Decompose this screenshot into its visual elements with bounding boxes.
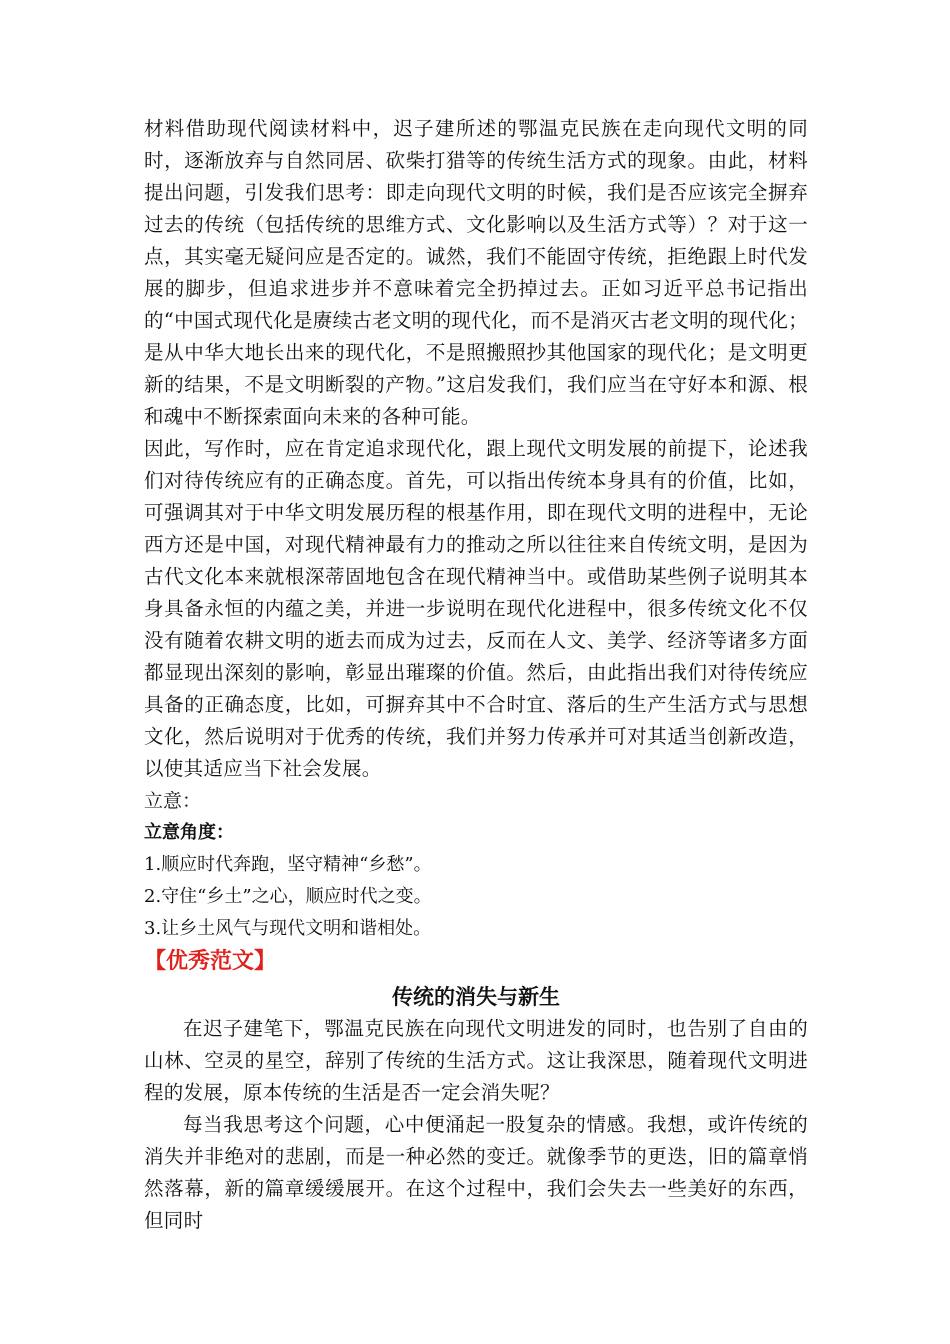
document-page — [144, 113, 808, 1237]
intent-label: 立意： — [144, 790, 202, 812]
intent-angle-label: 立意角度： — [144, 822, 234, 843]
intent-item-3: 3.让乡土风气与现代文明和谐相处。 — [144, 918, 432, 939]
analysis-paragraph-1: 材料借助现代阅读材料中，迟子建所述的鄂温克民族在走向现代文明的同时，逐渐放弃与自然同居、砍柴打猎等的传统生活方式的现象。由此，材料提出问题，引发我们思考：即走向现代文明的时候，我们是否应该完全摒弃过去的传统（包括传统的思维方式、文化影响以及生活方式等）？对于这一点，其实毫无疑问应是否定的。诚然，我们不能固守传统，拒绝跟上时代发展的脚步，但追求进步并不意味着完全扔掉过去。正如习近平总书记指出的“中国式现代化是赓续古老文明的现代化，而不是消灭古老文明的现代化；是从中华大地长出来的现代化，不是照搬照抄其他国家的现代化；是文明更新的结果，不是文明断裂的产物。”这启发我们，我们应当在守好本和源、根和魂中不断探索面向未来的各种可能。 — [144, 117, 808, 428]
essay-title: 传统的消失与新生 — [392, 985, 560, 1009]
intent-item-2: 2.守住“乡土”之心，顺应时代之变。 — [144, 886, 432, 907]
intent-item-1: 1.顺应时代奔跑，坚守精神“乡愁”。 — [144, 854, 432, 875]
essay-paragraph-2: 每当我思考这个问题，心中便涌起一股复杂的情感。我想，或许传统的消失并非绝对的悲剧，而是一种必然的变迁。就像季节的更迭，旧的篇章悄然落幕，新的篇章缓缓展开。在这个过程中，我们会失去一些美好的东西，但同时 — [144, 1113, 808, 1232]
essay-paragraph-1: 在迟子建笔下，鄂温克民族在向现代文明进发的同时，也告别了自由的山林、空灵的星空，辞别了传统的生活方式。这让我深思，随着现代文明进程的发展，原本传统的生活是否一定会消失呢？ — [144, 1017, 808, 1104]
analysis-paragraph-2: 因此，写作时，应在肯定追求现代化，跟上现代文明发展的前提下，论述我们对待传统应有的正确态度。首先，可以指出传统本身具有的价值，比如，可强调其对于中华文明发展历程的根基作用，即在现代文明的进程中，无论西方还是中国，对现代精神最有力的推动之所以往往来自传统文明，是因为古代文化本来就根深蒂固地包含在现代精神当中。或借助某些例子说明其本身具备永恒的内蕴之美，并进一步说明在现代化进程中，很多传统文化不仅没有随着农耕文明的逝去而成为过去，反而在人文、美学、经济等诸多方面都显现出深刻的影响，彰显出璀璨的价值。然后，由此指出我们对待传统应具备的正确态度，比如，可摒弃其中不合时宜、落后的生产生活方式与思想文化，然后说明对于优秀的传统，我们并努力传承并可对其适当创新改造，以使其适应当下社会发展。 — [144, 437, 808, 780]
section-tag-model-essay: 【优秀范文】 — [144, 949, 277, 974]
